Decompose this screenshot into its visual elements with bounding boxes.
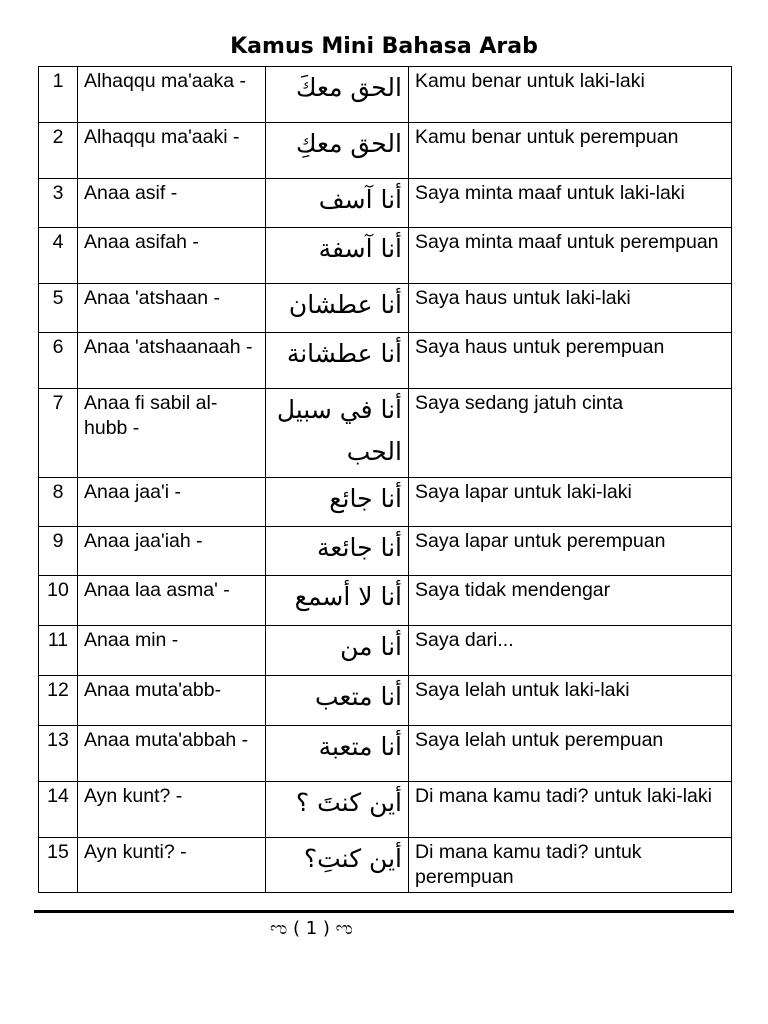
- indonesian-meaning: Saya lelah untuk perempuan: [409, 726, 732, 782]
- page-number: ಌ ( 1 ) ಌ: [270, 918, 353, 939]
- latin-transliteration: Alhaqqu ma'aaki -: [78, 123, 266, 179]
- indonesian-meaning: Di mana kamu tadi? untuk laki-laki: [409, 782, 732, 838]
- row-number: 3: [39, 179, 78, 228]
- table-row: [39, 123, 732, 179]
- indonesian-meaning: Saya minta maaf untuk laki-laki: [409, 179, 732, 228]
- latin-transliteration: Anaa fi sabil al-hubb -: [78, 389, 266, 478]
- arabic-phrase: أنا جائع: [266, 478, 409, 527]
- table-row: [39, 389, 732, 478]
- latin-transliteration: Ayn kunt? -: [78, 782, 266, 838]
- row-number: 10: [39, 576, 78, 626]
- row-number: 5: [39, 284, 78, 333]
- table-row: [39, 67, 732, 123]
- table-row: [39, 676, 732, 726]
- table-row: [39, 284, 732, 333]
- latin-transliteration: Anaa laa asma' -: [78, 576, 266, 626]
- indonesian-meaning: Kamu benar untuk laki-laki: [409, 67, 732, 123]
- arabic-phrase: الحق معكَ: [266, 67, 409, 123]
- latin-transliteration: Anaa 'atshaan -: [78, 284, 266, 333]
- indonesian-meaning: Saya tidak mendengar: [409, 576, 732, 626]
- arabic-phrase: أنا في سبيل الحب: [266, 389, 409, 478]
- table-row: [39, 478, 732, 527]
- latin-transliteration: Anaa jaa'iah -: [78, 527, 266, 576]
- latin-transliteration: Anaa asif -: [78, 179, 266, 228]
- table-row: [39, 576, 732, 626]
- arabic-phrase: أنا آسفة: [266, 228, 409, 284]
- indonesian-meaning: Saya haus untuk perempuan: [409, 333, 732, 389]
- vocabulary-table: [38, 66, 732, 893]
- row-number: 13: [39, 726, 78, 782]
- indonesian-meaning: Saya dari...: [409, 626, 732, 676]
- arabic-phrase: أنا من: [266, 626, 409, 676]
- arabic-phrase: أنا آسف: [266, 179, 409, 228]
- table-row: [39, 179, 732, 228]
- indonesian-meaning: Di mana kamu tadi? untuk perempuan: [409, 838, 732, 893]
- row-number: 6: [39, 333, 78, 389]
- table-row: [39, 838, 732, 893]
- indonesian-meaning: Saya lapar untuk perempuan: [409, 527, 732, 576]
- arabic-phrase: الحق معكِ: [266, 123, 409, 179]
- latin-transliteration: Anaa muta'abbah -: [78, 726, 266, 782]
- table-row: [39, 626, 732, 676]
- row-number: 11: [39, 626, 78, 676]
- row-number: 4: [39, 228, 78, 284]
- row-number: 15: [39, 838, 78, 893]
- table-row: [39, 333, 732, 389]
- indonesian-meaning: Saya lapar untuk laki-laki: [409, 478, 732, 527]
- table-row: [39, 527, 732, 576]
- arabic-phrase: أنا متعبة: [266, 726, 409, 782]
- indonesian-meaning: Saya lelah untuk laki-laki: [409, 676, 732, 726]
- latin-transliteration: Anaa asifah -: [78, 228, 266, 284]
- arabic-phrase: أنا متعب: [266, 676, 409, 726]
- arabic-phrase: أنا جائعة: [266, 527, 409, 576]
- row-number: 14: [39, 782, 78, 838]
- row-number: 9: [39, 527, 78, 576]
- footer-rule: [34, 910, 734, 913]
- arabic-phrase: أنا لا أسمع: [266, 576, 409, 626]
- arabic-phrase: أين كنتَ ؟: [266, 782, 409, 838]
- indonesian-meaning: Saya haus untuk laki-laki: [409, 284, 732, 333]
- latin-transliteration: Anaa muta'abb-: [78, 676, 266, 726]
- page-title: Kamus Mini Bahasa Arab: [230, 34, 538, 59]
- latin-transliteration: Anaa min -: [78, 626, 266, 676]
- indonesian-meaning: Saya sedang jatuh cinta: [409, 389, 732, 478]
- row-number: 12: [39, 676, 78, 726]
- row-number: 2: [39, 123, 78, 179]
- row-number: 1: [39, 67, 78, 123]
- table-row: [39, 228, 732, 284]
- arabic-phrase: أنا عطشانة: [266, 333, 409, 389]
- indonesian-meaning: Kamu benar untuk perempuan: [409, 123, 732, 179]
- arabic-phrase: أين كنتِ؟: [266, 838, 409, 893]
- row-number: 7: [39, 389, 78, 478]
- latin-transliteration: Alhaqqu ma'aaka -: [78, 67, 266, 123]
- table-row: [39, 726, 732, 782]
- arabic-phrase: أنا عطشان: [266, 284, 409, 333]
- table-row: [39, 782, 732, 838]
- latin-transliteration: Ayn kunti? -: [78, 838, 266, 893]
- row-number: 8: [39, 478, 78, 527]
- latin-transliteration: Anaa 'atshaanaah -: [78, 333, 266, 389]
- indonesian-meaning: Saya minta maaf untuk perempuan: [409, 228, 732, 284]
- latin-transliteration: Anaa jaa'i -: [78, 478, 266, 527]
